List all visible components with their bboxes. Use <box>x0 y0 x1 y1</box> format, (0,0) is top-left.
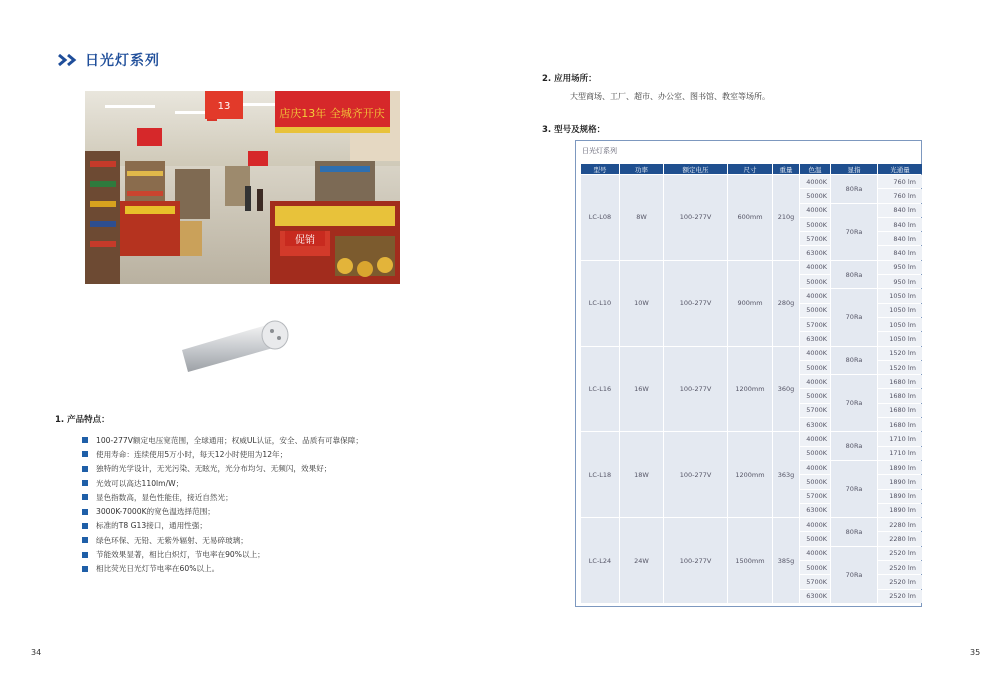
table-cell: LC-L10 <box>581 261 619 346</box>
table-cell: 280g <box>773 261 799 346</box>
page-number-right: 35 <box>970 648 981 657</box>
table-cell: 4000K <box>800 547 830 560</box>
table-cell: 950 lm <box>878 261 922 274</box>
table-cell: LC-L18 <box>581 432 619 517</box>
table-cell: 2280 lm <box>878 532 922 545</box>
feature-item <box>82 476 363 490</box>
table-cell: 100-277V <box>664 261 727 346</box>
table-cell: 1050 lm <box>878 289 922 302</box>
table-cell: 10W <box>620 261 663 346</box>
table-caption: 日光灯系列 <box>582 147 617 155</box>
table-cell: 80Ra <box>831 347 877 375</box>
table-cell: 1890 lm <box>878 475 922 488</box>
table-row <box>581 347 922 360</box>
table-cell: 760 lm <box>878 175 922 188</box>
table-cell: 80Ra <box>831 261 877 289</box>
feature-text: 光效可以高达110lm/W； <box>96 478 184 488</box>
photo-floor-sign: 促销 <box>295 235 315 246</box>
table-cell: 6300K <box>800 590 830 603</box>
table-row <box>581 175 922 188</box>
table-cell: 80Ra <box>831 175 877 203</box>
table-cell: 6300K <box>800 332 830 345</box>
table-cell: 950 lm <box>878 275 922 288</box>
table-cell: 360g <box>773 347 799 432</box>
table-cell: 5000K <box>800 475 830 488</box>
table-header-cell: 光通量 <box>878 164 922 174</box>
application-title: 2. 应用场所： <box>542 74 597 84</box>
table-cell: 5000K <box>800 561 830 574</box>
table-cell: 70Ra <box>831 547 877 603</box>
table-cell: 5000K <box>800 447 830 460</box>
feature-item <box>82 433 363 447</box>
table-cell: 1050 lm <box>878 318 922 331</box>
table-row <box>581 261 922 274</box>
feature-text: 显色指数高，显色性能佳，接近自然光； <box>96 492 233 502</box>
table-cell: 5000K <box>800 532 830 545</box>
feature-item <box>82 447 363 461</box>
photo-banner-small: 13 <box>217 101 231 112</box>
table-row <box>581 518 922 531</box>
right-page <box>500 0 1000 683</box>
table-cell: 80Ra <box>831 432 877 460</box>
features-title: 1. 产品特点： <box>55 415 110 425</box>
table-cell: 18W <box>620 432 663 517</box>
table-cell: 4000K <box>800 518 830 531</box>
page-title: 日光灯系列 <box>85 53 160 69</box>
square-bullet-icon <box>82 451 88 457</box>
square-bullet-icon <box>82 537 88 543</box>
feature-text: 3000K-7000K的宽色温选择范围； <box>96 507 215 517</box>
feature-text: 使用寿命：连续使用5万小时，每天12小时使用为12年； <box>96 449 288 459</box>
table-header-cell: 尺寸 <box>728 164 772 174</box>
table-cell: 5000K <box>800 389 830 402</box>
table-cell: 210g <box>773 175 799 260</box>
table-cell: 4000K <box>800 432 830 445</box>
table-cell: 8W <box>620 175 663 260</box>
table-cell: LC-L08 <box>581 175 619 260</box>
table-header-cell: 型号 <box>581 164 619 174</box>
features-list <box>82 433 363 576</box>
table-cell: 840 lm <box>878 204 922 217</box>
table-cell: 6300K <box>800 246 830 259</box>
table-cell: 1890 lm <box>878 461 922 474</box>
table-cell: 363g <box>773 432 799 517</box>
table-cell: 2520 lm <box>878 575 922 588</box>
square-bullet-icon <box>82 480 88 486</box>
table-cell: 70Ra <box>831 289 877 345</box>
table-cell: 4000K <box>800 261 830 274</box>
table-cell: 16W <box>620 347 663 432</box>
table-cell: 100-277V <box>664 518 727 603</box>
table-cell: 24W <box>620 518 663 603</box>
table-cell: 1200mm <box>728 347 772 432</box>
table-cell: 6300K <box>800 418 830 431</box>
table-cell: 1890 lm <box>878 504 922 517</box>
table-cell: 4000K <box>800 375 830 388</box>
table-cell: 2520 lm <box>878 590 922 603</box>
table-header-cell: 色温 <box>800 164 830 174</box>
table-header-cell: 显指 <box>831 164 877 174</box>
table-cell: 760 lm <box>878 189 922 202</box>
table-cell: 2520 lm <box>878 547 922 560</box>
table-cell: 840 lm <box>878 246 922 259</box>
table-cell: 100-277V <box>664 175 727 260</box>
table-cell: 4000K <box>800 347 830 360</box>
table-cell: 1710 lm <box>878 447 922 460</box>
table-cell: 5700K <box>800 490 830 503</box>
feature-text: 绿色环保、无铅、无紫外辐射、无易碎玻璃； <box>96 535 248 545</box>
square-bullet-icon <box>82 566 88 572</box>
table-cell: 70Ra <box>831 461 877 517</box>
table-cell: 840 lm <box>878 218 922 231</box>
table-cell: 385g <box>773 518 799 603</box>
feature-item <box>82 533 363 547</box>
table-cell: LC-L24 <box>581 518 619 603</box>
square-bullet-icon <box>82 552 88 558</box>
table-cell: 80Ra <box>831 518 877 546</box>
table-header-cell: 功率 <box>620 164 663 174</box>
table-row <box>581 432 922 445</box>
table-cell: LC-L16 <box>581 347 619 432</box>
feature-item <box>82 462 363 476</box>
application-text: 大型商场、工厂、超市、办公室、图书馆、教室等场所。 <box>570 92 770 101</box>
table-cell: 1520 lm <box>878 347 922 360</box>
table-header-cell: 重量 <box>773 164 799 174</box>
table-cell: 600mm <box>728 175 772 260</box>
table-cell: 5000K <box>800 218 830 231</box>
feature-text: 独特的光学设计，无光污染、无眩光，光分布均匀、无频闪，效果好； <box>96 464 332 474</box>
table-cell: 5700K <box>800 404 830 417</box>
table-cell: 100-277V <box>664 432 727 517</box>
table-cell: 5000K <box>800 361 830 374</box>
table-cell: 70Ra <box>831 375 877 431</box>
table-cell: 1050 lm <box>878 304 922 317</box>
feature-text: 相比荧光日光灯节电率在60%以上。 <box>96 564 220 574</box>
table-cell: 900mm <box>728 261 772 346</box>
table-cell: 840 lm <box>878 232 922 245</box>
table-cell: 1890 lm <box>878 490 922 503</box>
table-cell: 4000K <box>800 461 830 474</box>
double-chevron-right-icon <box>57 53 79 67</box>
page-number-left: 34 <box>31 648 42 657</box>
table-cell: 70Ra <box>831 204 877 260</box>
feature-item <box>82 562 363 576</box>
feature-item <box>82 519 363 533</box>
table-cell: 6300K <box>800 504 830 517</box>
table-cell: 5000K <box>800 189 830 202</box>
table-cell: 1680 lm <box>878 404 922 417</box>
table-cell: 1680 lm <box>878 418 922 431</box>
table-cell: 5000K <box>800 304 830 317</box>
table-header-cell: 额定电压 <box>664 164 727 174</box>
table-cell: 5700K <box>800 318 830 331</box>
table-cell: 1710 lm <box>878 432 922 445</box>
square-bullet-icon <box>82 466 88 472</box>
section-heading <box>57 50 160 70</box>
feature-text: 节能效果显著，相比白炽灯，节电率在90%以上； <box>96 550 265 560</box>
feature-item <box>82 490 363 504</box>
feature-item <box>82 547 363 561</box>
square-bullet-icon <box>82 509 88 515</box>
supermarket-photo <box>85 91 400 284</box>
table-cell: 2280 lm <box>878 518 922 531</box>
feature-text: 100-277V额定电压宽范围，全球通用；权威UL认证，安全、品质有可靠保障； <box>96 435 363 445</box>
table-cell: 5000K <box>800 275 830 288</box>
spec-title: 3. 型号及规格： <box>542 125 606 135</box>
table-cell: 2520 lm <box>878 561 922 574</box>
led-tube-image <box>180 316 300 376</box>
photo-banner-main: 店庆13年 全城齐开庆 <box>279 107 385 120</box>
table-cell: 4000K <box>800 175 830 188</box>
spec-table-panel <box>575 140 922 607</box>
spec-table <box>580 163 923 604</box>
table-cell: 1680 lm <box>878 375 922 388</box>
square-bullet-icon <box>82 494 88 500</box>
table-cell: 1520 lm <box>878 361 922 374</box>
table-cell: 1680 lm <box>878 389 922 402</box>
table-cell: 5700K <box>800 232 830 245</box>
table-cell: 5700K <box>800 575 830 588</box>
feature-item <box>82 504 363 518</box>
table-cell: 100-277V <box>664 347 727 432</box>
table-cell: 1200mm <box>728 432 772 517</box>
table-cell: 1050 lm <box>878 332 922 345</box>
table-cell: 1500mm <box>728 518 772 603</box>
table-cell: 4000K <box>800 289 830 302</box>
table-cell: 4000K <box>800 204 830 217</box>
feature-text: 标准的T8 G13接口，通用性强； <box>96 521 207 531</box>
square-bullet-icon <box>82 523 88 529</box>
square-bullet-icon <box>82 437 88 443</box>
